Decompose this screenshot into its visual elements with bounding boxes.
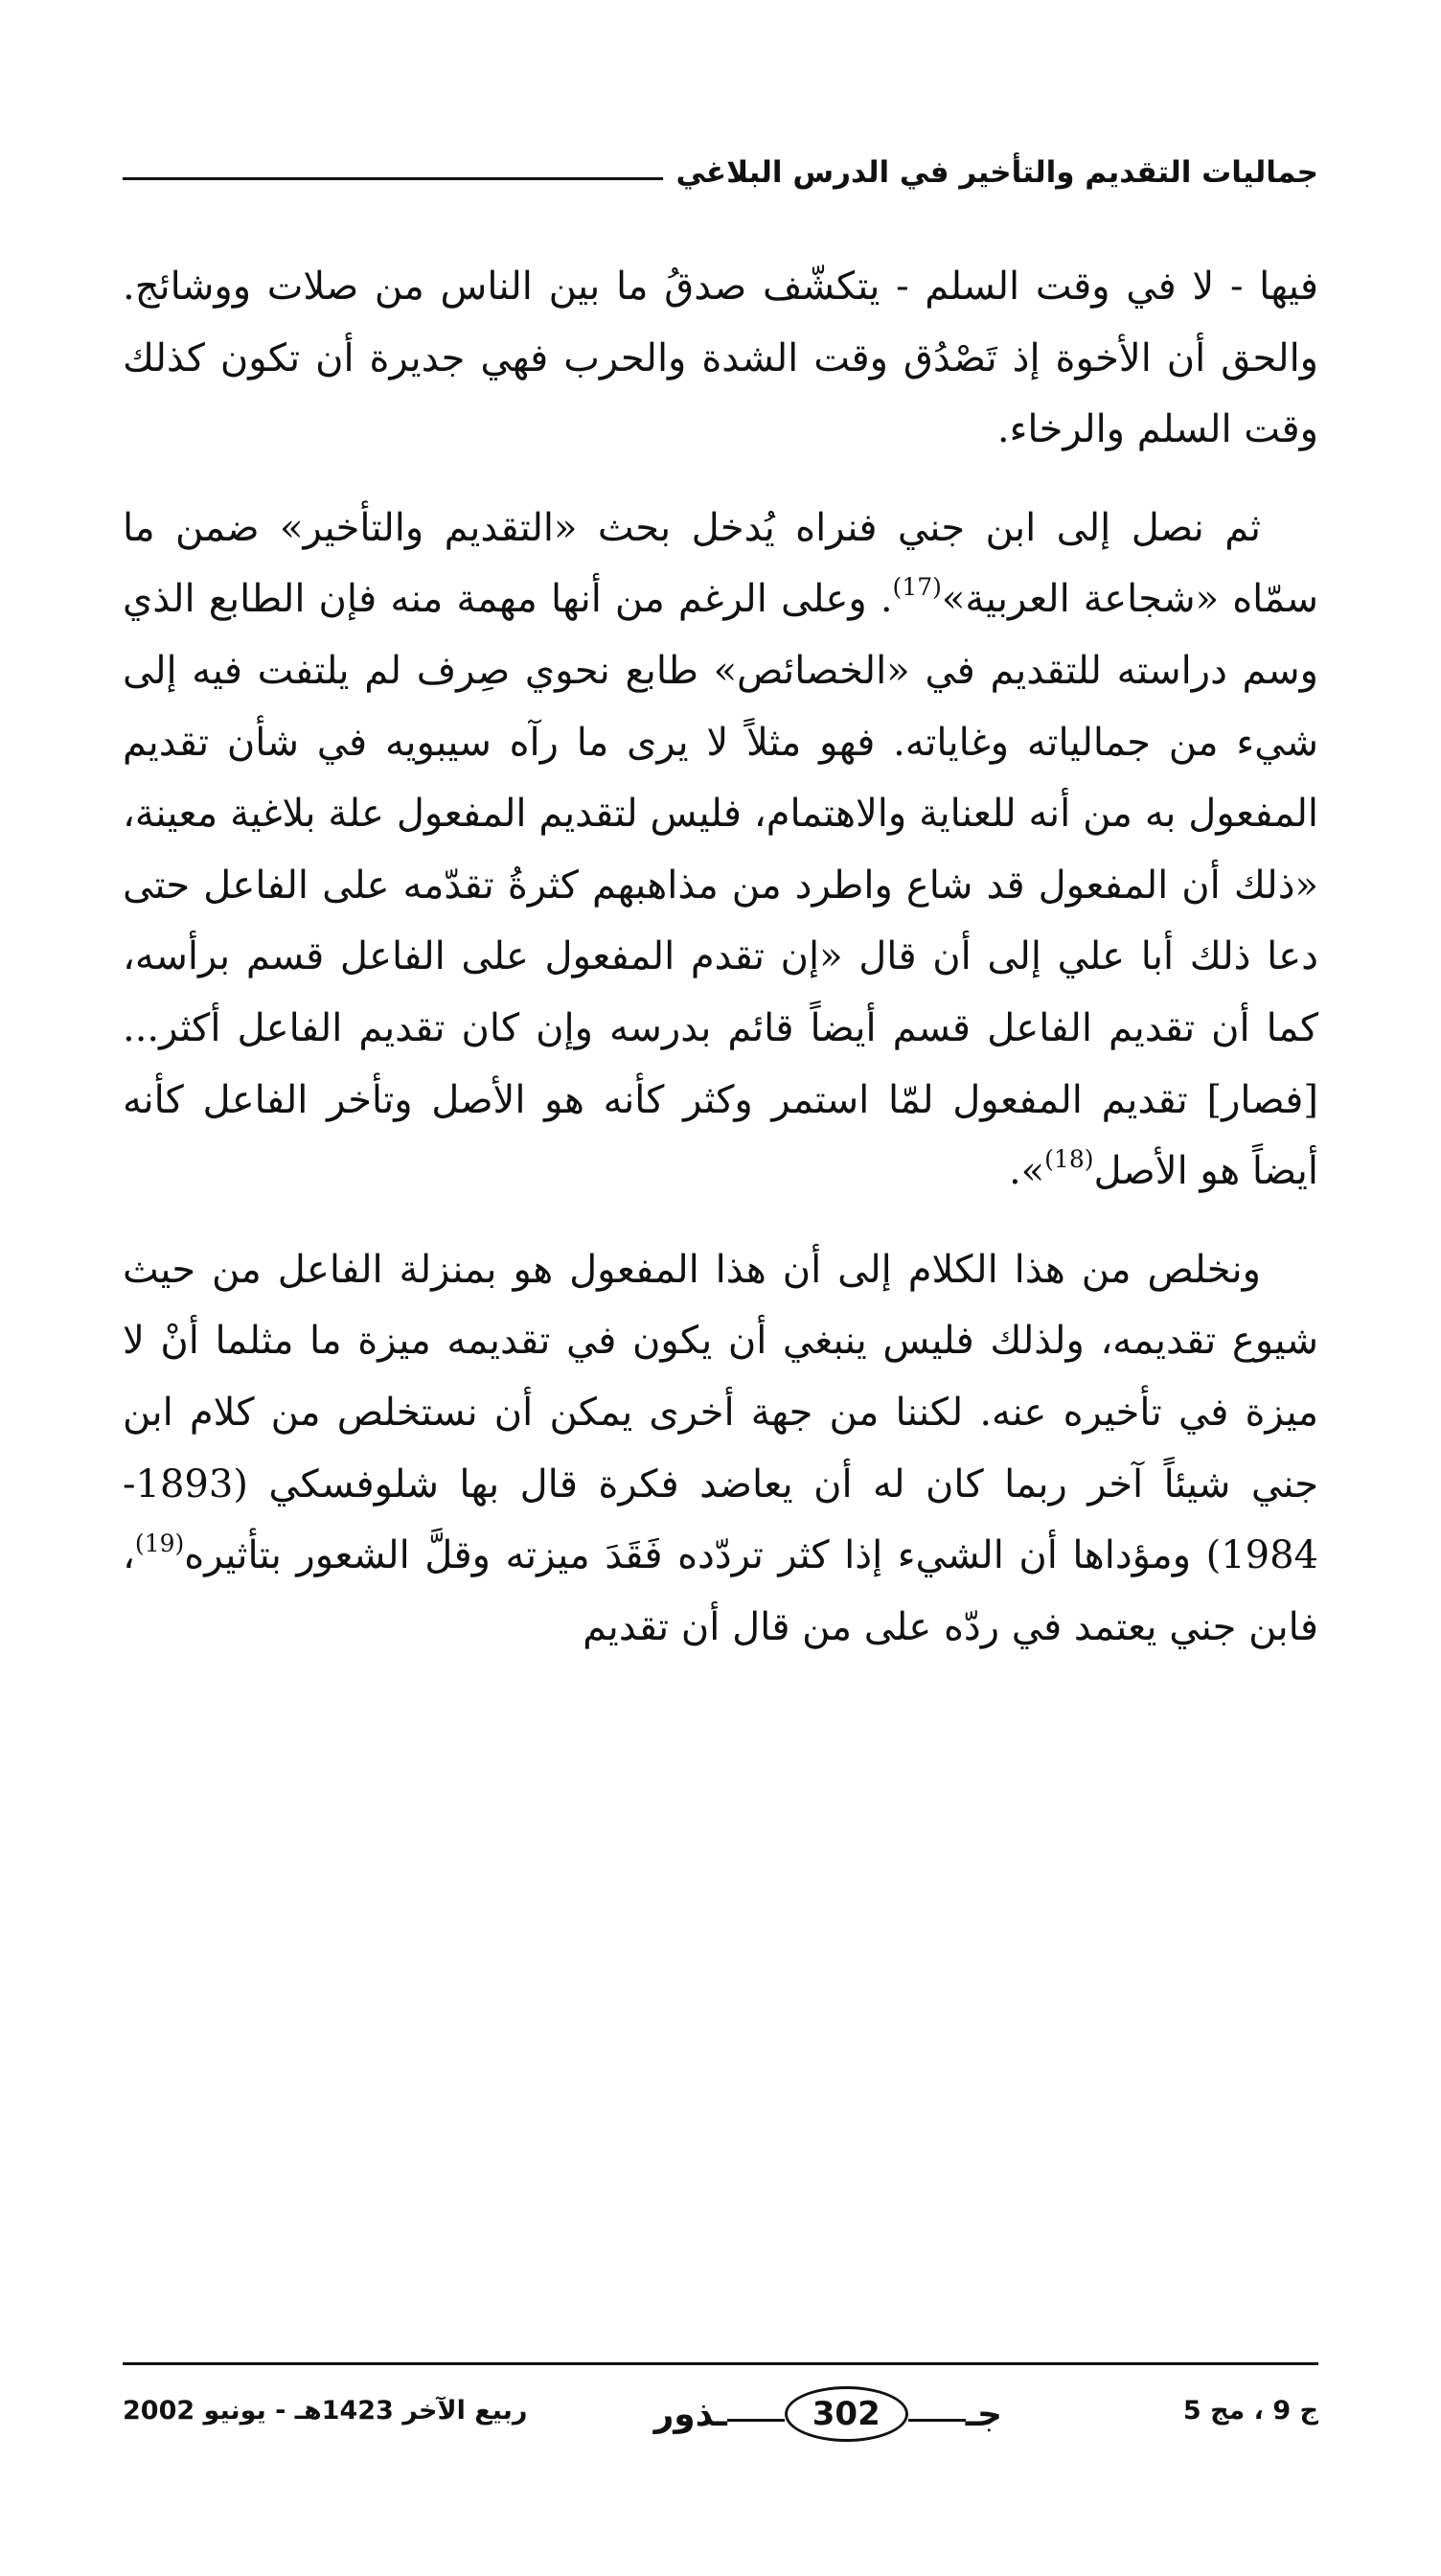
paragraph-2-text-a: ثم نصل إلى ابن جني فنراه يُدخل بحث «التقديم والتأخير» ضمن ما سمّاه «شجاعة العربية»: [123, 505, 1318, 622]
footer-rule: [123, 2362, 1318, 2365]
footer-issue: ج 9 ، مج 5: [1182, 2396, 1318, 2426]
journal-line-left: [727, 2419, 785, 2422]
footnote-ref-17[interactable]: (17): [892, 573, 942, 602]
paragraph-1-text: فيها - لا في وقت السلم - يتكشّف صدقُ ما بين الناس من صلات ووشائج. والحق أن الأخوة إذ تَصْدُق وقت الشدة والحرب فهي جديرة أن تكون كذلك وقت السلم والرخاء.: [123, 264, 1318, 452]
document-page: [123, 0, 1318, 2576]
paragraph-3: [123, 1234, 1318, 1664]
footnote-ref-19[interactable]: (19): [134, 1530, 185, 1558]
journal-name-end: ـذور: [653, 2394, 727, 2434]
journal-name-start: جـ: [965, 2394, 1002, 2434]
paragraph-3-text-b: ، فابن جني يعتمد في ردّه على من قال أن تقديم: [123, 1533, 1318, 1649]
paragraph-2-text-b: . وعلى الرغم من أنها مهمة منه فإن الطابع الذي وسم دراسته للتقديم في «الخصائص» طابع نحوي صِرف لم يلتفت فيه إلى شيء من جمالياته وغاياته. فهو مثلاً لا يرى ما رآه سيبويه في شأن تقديم المفعول به من أنه للعناية والاهتمام، فليس لتقديم المفعول علة بلاغية معينة، «ذلك أن المفعول قد شاع واطرد من مذاهبهم كثرةُ تقدّمه على الفاعل حتى دعا ذلك أبا علي إلى أن قال «إن تقدم المفعول على الفاعل قسم برأسه، كما أن تقديم الفاعل قسم أيضاً قائم بدرسه وإن كان تقديم الفاعل أكثر... [فصار] تقديم المفعول لمّا استمر وكثر كأنه هو الأصل وتأخر الفاعل كأنه أيضاً هو الأصل: [123, 577, 1318, 1194]
paragraph-2-text-c: ».: [1008, 1149, 1045, 1194]
footer-date: ربيع الآخر 1423هـ - يونيو 2002: [123, 2396, 528, 2426]
running-header: [123, 144, 1318, 194]
body-text: [123, 251, 1318, 1663]
footnote-ref-18[interactable]: (18): [1044, 1145, 1094, 1174]
journal-line-right: [908, 2419, 966, 2422]
footer-journal-mark: [654, 2386, 1002, 2442]
header-rule: [123, 177, 663, 180]
page-number: 302: [785, 2386, 908, 2442]
page-footer: [123, 2382, 1318, 2442]
running-header-title: جماليات التقديم والتأخير في الدرس البلاغي: [675, 155, 1318, 190]
paragraph-2: [123, 493, 1318, 1208]
paragraph-3-text-a: ونخلص من هذا الكلام إلى أن هذا المفعول هو بمنزلة الفاعل من حيث شيوع تقديمه، ولذلك فليس ينبغي أن يكون في تقديمه ميزة ما مثلما أنْ لا ميزة في تأخيره عنه. لكننا من جهة أخرى يمكن أن نستخلص من كلام ابن جني شيئاً آخر ربما كان له أن يعاضد فكرة قال بها شلوفسكي (1893-1984) ومؤداها أن الشيء إذا كثر تردّده فَقَدَ ميزته وقلَّ الشعور بتأثيره: [123, 1247, 1318, 1578]
paragraph-1: [123, 251, 1318, 466]
